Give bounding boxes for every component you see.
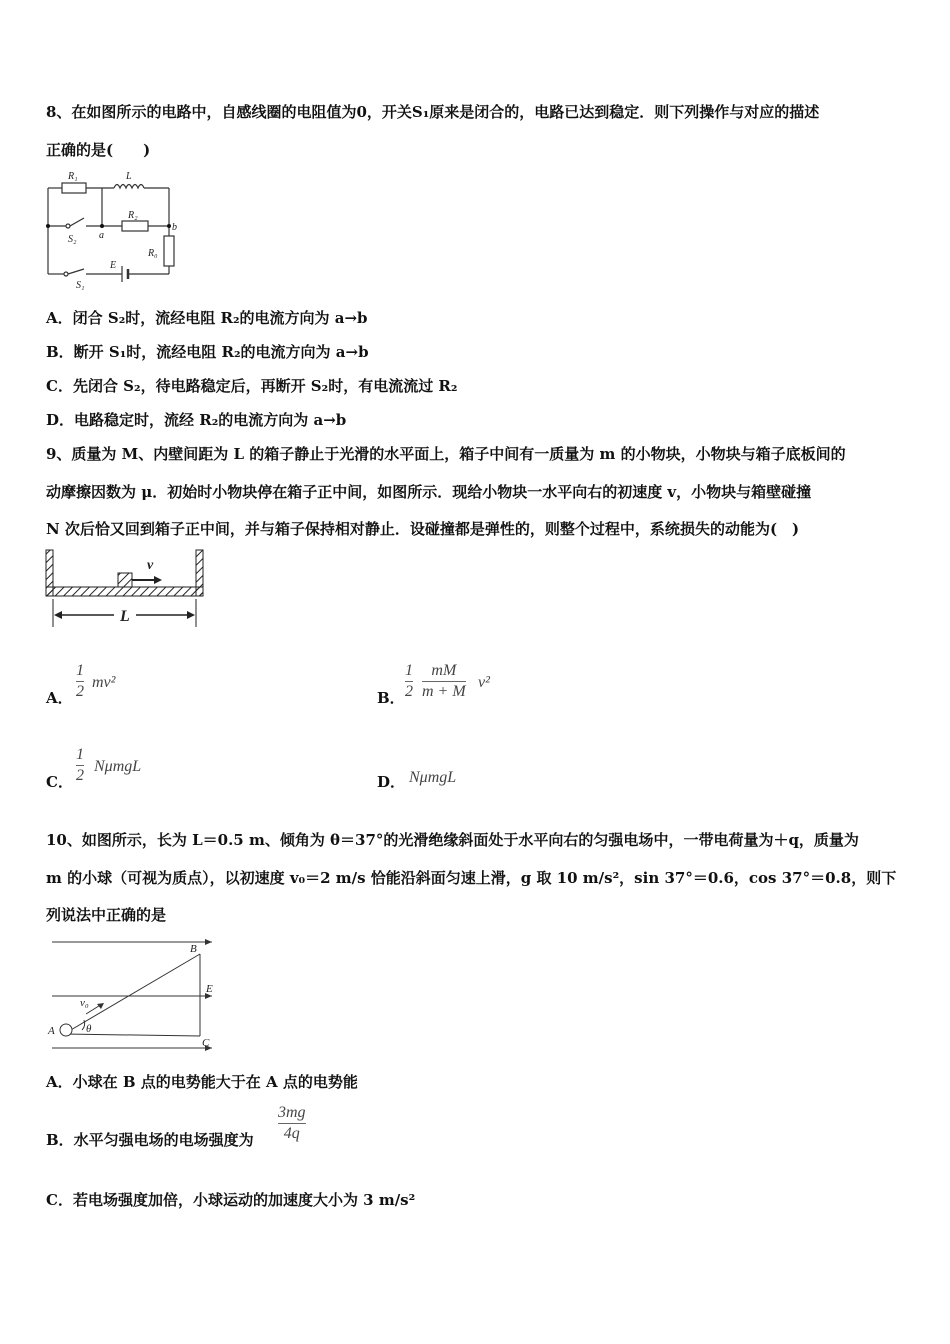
q9-option-c-expr: NμmgL: [94, 758, 142, 775]
fig-label-s2: S₂: [68, 234, 77, 245]
fig-label-v0: v₀: [80, 997, 89, 1009]
q9-option-b-fraction2: [422, 662, 466, 701]
fig-label-c: C: [202, 1037, 210, 1049]
q10-stem-line1: 10、如图所示，长为 L＝0.5 m、倾角为 θ＝37°的光滑绝缘斜面处于水平向右的匀强电场中，一带电荷量为＋q，质量为: [46, 831, 859, 849]
q8-option-a: A．闭合 S₂时，流经电阻 R₂的电流方向为 a→b: [46, 309, 368, 327]
fig-label-e: E: [110, 260, 117, 271]
q10-option-a: A．小球在 B 点的电势能大于在 A 点的电势能: [46, 1073, 358, 1091]
q10-stem-line3: 列说法中正确的是: [46, 906, 167, 924]
q9-option-a-expr: mv²: [92, 674, 116, 691]
q9-option-a-fraction: [76, 662, 84, 701]
fig-label-v: v: [147, 558, 154, 573]
fig-label-a: a: [99, 230, 104, 241]
fig-label-length: L: [120, 608, 130, 625]
fig-label-b: B: [190, 943, 197, 955]
fig-label-b: b: [172, 222, 177, 233]
q9-option-b-label: B．: [377, 689, 405, 707]
q9-option-b-fraction1: [405, 662, 413, 701]
q9-option-c-label: C．: [46, 773, 73, 791]
fraction-denominator: 2: [405, 683, 413, 700]
fraction-bar: [76, 681, 84, 682]
q10-stem-line2: m 的小球（可视为质点），以初速度 v₀＝2 m/s 恰能沿斜面匀速上滑，g 取 10 m/s²，sin 37°＝0.6，cos 37°＝0.8，则下: [46, 869, 897, 887]
q8-option-d: D．电路稳定时，流经 R₂的电流方向为 a→b: [46, 411, 347, 429]
fraction-bar: [76, 765, 84, 766]
q8-option-c: C．先闭合 S₂，待电路稳定后，再断开 S₂时，有电流流过 R₂: [46, 377, 458, 395]
q8-stem-line1: 8、在如图所示的电路中，自感线圈的电阻值为0，开关S₁原来是闭合的，电路已达到稳定．则下列操作与对应的描述: [46, 103, 820, 121]
fraction-denominator: m + M: [422, 683, 466, 700]
fig-label-theta: θ: [86, 1023, 92, 1035]
fig-label-r1: R₁: [68, 171, 78, 182]
q9-stem-line1: 9、质量为 M、内壁间距为 L 的箱子静止于光滑的水平面上，箱子中间有一质量为 m 的小物块，小物块与箱子底板间的: [46, 445, 846, 463]
q9-option-c-fraction: [76, 746, 84, 785]
q8-option-b: B．断开 S₁时，流经电阻 R₂的电流方向为 a→b: [46, 343, 369, 361]
fraction-denominator: 4q: [283, 1125, 300, 1142]
fraction-denominator: 2: [76, 767, 84, 784]
q9-option-d-expr: NμmgL: [409, 769, 457, 786]
q10-option-b-label: B．水平匀强电场的电场强度为: [46, 1131, 254, 1149]
q8-circuit-diagram: [44, 168, 184, 292]
q9-stem-line2: 动摩擦因数为 μ．初始时小物块停在箱子正中间，如图所示．现给小物块一水平向右的初速度 v，小物块与箱壁碰撞: [46, 483, 812, 501]
fig-label-e: E: [206, 983, 213, 995]
fig-label-r2: R₂: [128, 210, 138, 221]
q9-option-d-label: D．: [377, 773, 406, 791]
fraction-denominator: 2: [76, 683, 84, 700]
fraction-numerator: mM: [431, 662, 457, 679]
fig-label-r0: R₀: [148, 248, 158, 259]
q10-incline-diagram: [44, 938, 226, 1054]
fraction-numerator: 1: [76, 662, 84, 679]
q9-box-diagram: [44, 547, 208, 631]
q8-stem-line2: 正确的是( ): [46, 141, 151, 159]
fraction-bar: [422, 681, 466, 682]
fig-label-a: A: [48, 1025, 55, 1037]
fraction-bar: [405, 681, 413, 682]
fraction-bar: [278, 1123, 306, 1124]
q9-option-a-label: A．: [46, 689, 73, 707]
fraction-numerator: 3mg: [278, 1104, 306, 1121]
fig-label-l: L: [126, 171, 132, 182]
q9-stem-line3: N 次后恰又回到箱子正中间，并与箱子保持相对静止．设碰撞都是弹性的，则整个过程中，系统损失的动能为( ): [46, 520, 800, 538]
fraction-numerator: 1: [76, 746, 84, 763]
q10-option-c: C．若电场强度加倍，小球运动的加速度大小为 3 m/s²: [46, 1191, 416, 1209]
q10-option-b-fraction: [278, 1104, 306, 1143]
fraction-numerator: 1: [405, 662, 413, 679]
fig-label-s1: S₁: [76, 280, 85, 291]
q9-option-b-expr: v²: [478, 674, 490, 691]
